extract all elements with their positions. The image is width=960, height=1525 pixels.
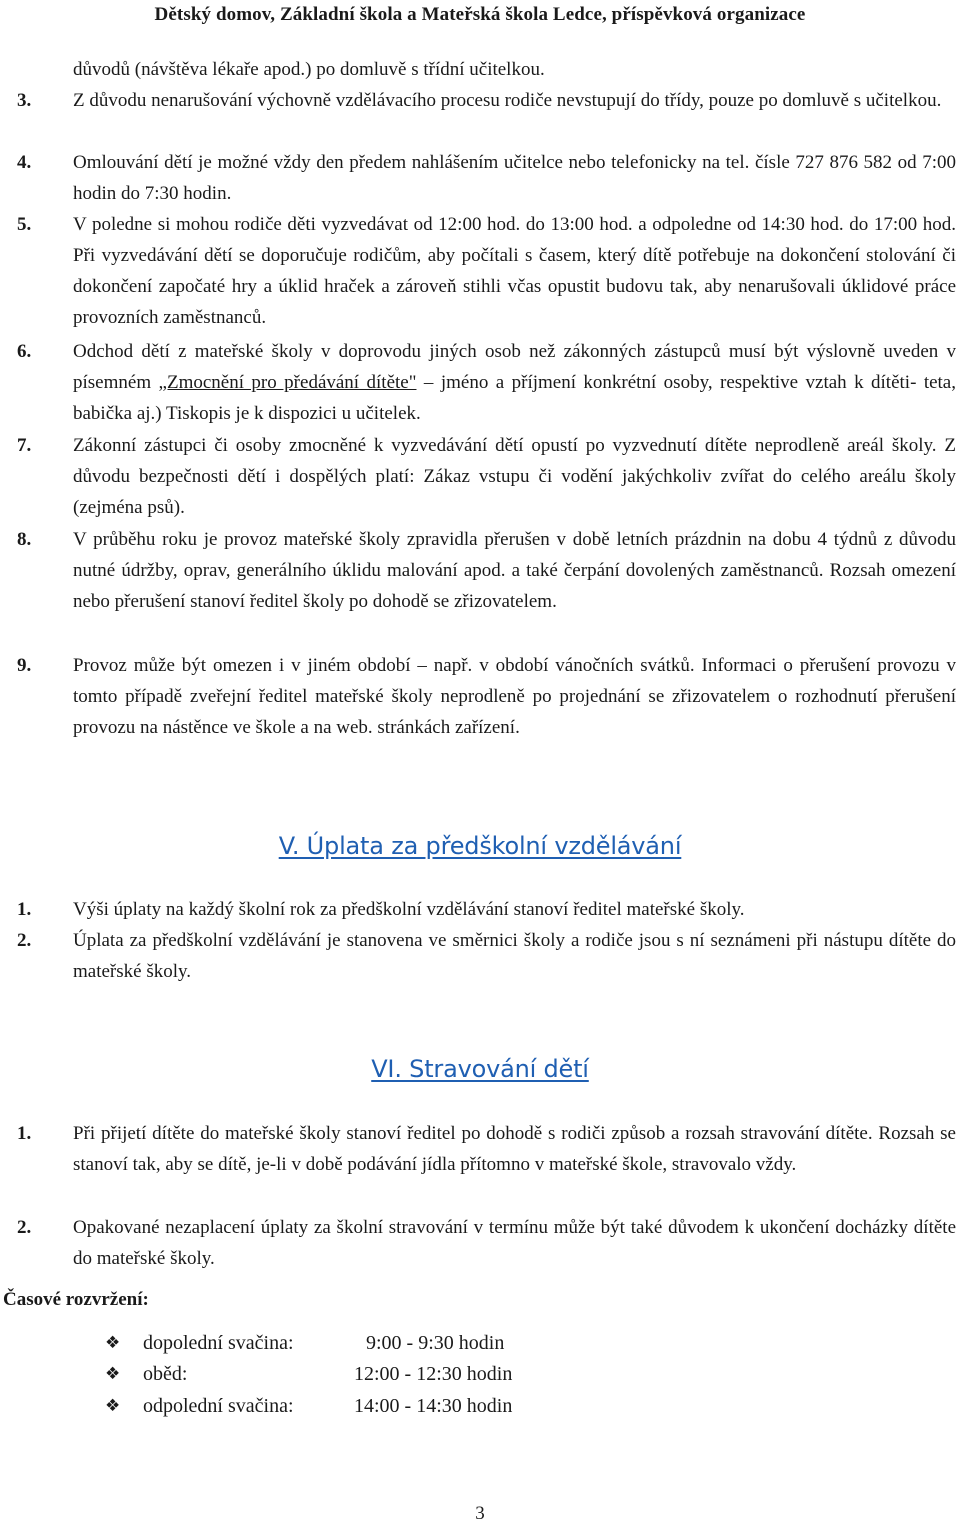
item-number: 2. xyxy=(17,930,32,951)
page-number: 3 xyxy=(475,1503,485,1524)
item-text: Při přijetí dítěte do mateřské školy stanoví ředitel po dohodě s rodiči způsob a rozsah stravování dítěte. Rozsah se stanoví tak, aby se dítě, je-li v době podávání jídla přítomno v mateřské škole, stravovalo vždy. xyxy=(73,1123,956,1175)
item-number: 4. xyxy=(17,152,32,173)
item-text: Provoz může být omezen i v jiném období – např. v období vánočních svátků. Informaci o přerušení provozu v tomto případě zveřejní ředitel mateřské školy neprodleně po projednání se zřizovatelem o rozhodnutí přerušení provozu na nástěnce ve škole a na web. stránkách zařízení. xyxy=(73,655,956,738)
document-header: Dětský domov, Základní škola a Mateřská škola Ledce, příspěvková organizace xyxy=(154,4,806,25)
item-text: Opakované nezaplacení úplaty za školní stravování v termínu může být také důvodem k ukončení docházky dítěte do mateřské školy. xyxy=(73,1217,956,1269)
schedule-meal: oběd: xyxy=(143,1363,188,1385)
item-number: 5. xyxy=(17,214,32,235)
section-heading-text: VI. Stravování dětí xyxy=(371,1055,589,1083)
item-text: Výši úplaty na každý školní rok za předškolní vzdělávání stanoví ředitel mateřské školy. xyxy=(73,899,745,920)
schedule-title: Časové rozvržení: xyxy=(3,1289,149,1310)
diamond-bullet-icon: ❖ xyxy=(105,1396,121,1416)
item-number: 7. xyxy=(17,435,32,456)
item-number: 9. xyxy=(17,655,32,676)
item-text: Úplata za předškolní vzdělávání je stanovena ve směrnici školy a rodiče jsou s ní seznámeni při nástupu dítěte do mateřské školy. xyxy=(73,930,956,982)
schedule-meal: dopolední svačina: xyxy=(143,1332,294,1354)
item-text: Zákonní zástupci či osoby zmocněné k vyzvedávání dětí opustí po vyzvednutí dítěte neprodleně areál školy. Z důvodu bezpečnosti dětí i dospělých platí: Zákaz vstupu či vodění jakýchkoliv zvířat do celého areálu školy (zejména psů). xyxy=(73,435,956,518)
item-number: 2. xyxy=(17,1217,32,1238)
item-number: 6. xyxy=(17,341,32,362)
form-name-underlined: „Zmocnění pro předávání dítěte" xyxy=(158,372,417,393)
item-number: 8. xyxy=(17,529,32,550)
item-text xyxy=(73,336,956,429)
item-text-part: Odchod dětí z mateřské školy v doprovodu jiných osob než zákonných zástupců musí být výslovně uveden v písemném xyxy=(73,341,956,393)
diamond-bullet-icon: ❖ xyxy=(105,1333,121,1353)
schedule-time: 9:00 - 9:30 hodin xyxy=(366,1332,505,1354)
item-number: 3. xyxy=(17,90,32,111)
item-text: V poledne si mohou rodiče děti vyzvedávat od 12:00 hod. do 13:00 hod. a odpoledne od 14:30 hod. do 17:00 hod. Při vyzvedávání dětí se doporučuje rodičům, aby počítali s časem, který dítě potřebuje na dokončení stolování či dokončení započaté hry a úklid hraček a zároveň stihli včas opustit budovu tak, aby nenarušovali úklidové práce provozních zaměstnanců. xyxy=(73,214,956,328)
item-text-part: – jméno a příjmení konkrétní osoby, respektive vztah k dítěti- teta, babička aj.) Tiskopis je k dispozici u učitelek. xyxy=(73,372,956,424)
item-number: 1. xyxy=(17,1123,32,1144)
item-text: důvodů (návštěva lékaře apod.) po domluvě s třídní učitelkou. xyxy=(73,59,545,80)
section-heading xyxy=(0,1055,960,1083)
item-text: Z důvodu nenarušování výchovně vzdělávacího procesu rodiče nevstupují do třídy, pouze po domluvě s učitelkou. xyxy=(73,90,942,111)
item-number: 1. xyxy=(17,899,32,920)
section-heading-text: V. Úplata za předškolní vzdělávání xyxy=(278,832,682,860)
item-text: V průběhu roku je provoz mateřské školy zpravidla přerušen v době letních prázdnin na dobu 4 týdnů z důvodu nutné údržby, oprav, generálního úklidu malování apod. a také čerpání dovolených zaměstnanců. Rozsah omezení nebo přerušení stanoví ředitel školy po dohodě se zřizovatelem. xyxy=(73,529,956,612)
schedule-time: 14:00 - 14:30 hodin xyxy=(354,1395,513,1417)
schedule-meal: odpolední svačina: xyxy=(143,1395,294,1417)
schedule-time: 12:00 - 12:30 hodin xyxy=(354,1363,513,1385)
diamond-bullet-icon: ❖ xyxy=(105,1364,121,1384)
section-heading xyxy=(0,832,960,860)
item-text: Omlouvání dětí je možné vždy den předem nahlášením učitelce nebo telefonicky na tel. čísle 727 876 582 od 7:00 hodin do 7:30 hodin. xyxy=(73,152,956,204)
